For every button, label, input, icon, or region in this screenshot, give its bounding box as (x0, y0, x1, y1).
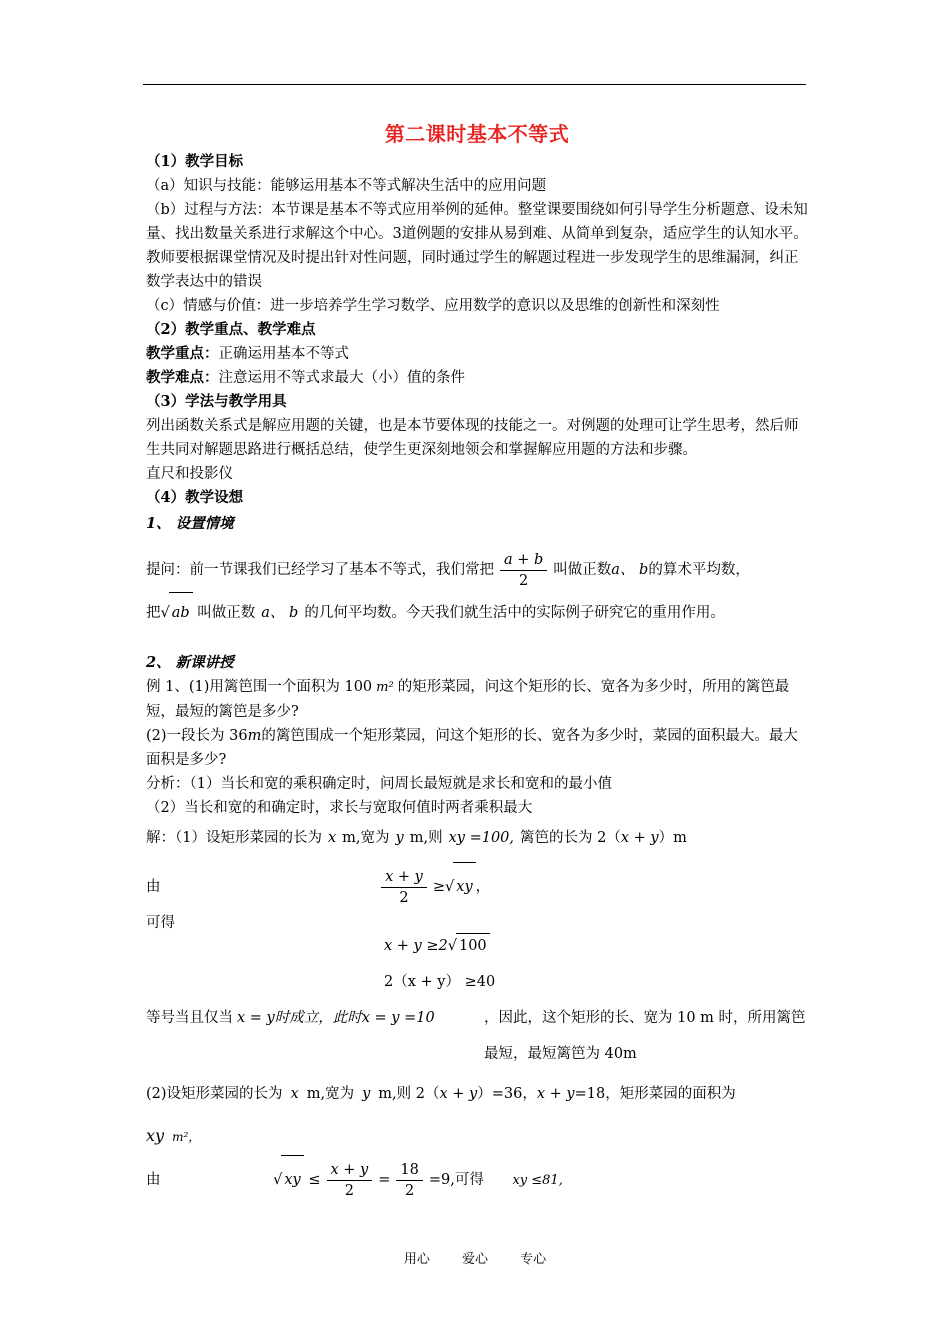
header-rule (143, 84, 806, 85)
sqrt-xy-2: xy (281, 1155, 303, 1204)
solution-text-3: m,则 (409, 830, 443, 846)
key-point-label: 教学重点： (146, 345, 219, 362)
part2-text-3: m,则 2（ (378, 1086, 440, 1102)
var-x-2: x (290, 1086, 299, 1102)
sqrt-ab: ab (169, 592, 193, 633)
var-ab-2: a、 b (261, 605, 299, 621)
part-2-line (146, 1076, 808, 1112)
expr-x-plus-y-3: x + y (536, 1086, 575, 1102)
derivation-line-1: 由 $\frac{x + y}{2}$ ≥√ xy ， (146, 862, 808, 911)
eq-9: =9,可得 (428, 1172, 484, 1188)
example-text-2: 的矩形菜园，问这个矩形的长、宽各为多少时，所用的篱笆最短，最短的篱笆是多少? (146, 679, 790, 720)
part2-text-4: ）=36， (477, 1086, 537, 1102)
objective-c: （c）情感与价值：进一步培养学生学习数学、应用数学的意识以及思维的创新性和深刻性 (146, 298, 720, 314)
solution-text-2: m,宽为 (342, 830, 390, 846)
expr-x-plus-y-2: x + y (439, 1086, 478, 1102)
equality-conclusion: ，因此，这个矩形的长、宽为 10 m 时，所用篱笆最短，最短篱笆为 40m (484, 1010, 806, 1062)
var-y-2: y (362, 1086, 371, 1102)
fraction-numerator-18: 18 (396, 1160, 422, 1181)
difficult-point (146, 366, 808, 390)
objective-a: （a）知识与技能：能够运用基本不等式解决生活中的应用问题 (146, 178, 547, 194)
difficult-point-text: 注意运用不等式求最大（小）值的条件 (218, 370, 465, 386)
var-ab: a、 b (611, 562, 649, 578)
page-footer (0, 1248, 950, 1267)
unit-meter: m (247, 728, 262, 744)
subheading-new-lesson: 2、 新课讲授 (146, 654, 234, 671)
symbol-ge: ≥ (432, 879, 446, 895)
question-text-1: 提问：前一节课我们已经学习了基本不等式，我们常把 (146, 562, 494, 578)
question-text-5: 叫做正数 (197, 605, 256, 621)
question-text-4: 把 (146, 605, 161, 621)
solution-text-1: 解：（1）设矩形菜园的长为 (146, 830, 322, 846)
label-kede: 可得 (146, 915, 175, 931)
solution-text-4: 篱笆的长为 2（ (520, 830, 621, 846)
mean-fraction-xy-2 (327, 1160, 373, 1201)
difficult-point-label: 教学难点： (146, 369, 219, 386)
page-title: 第二课时基本不等式 (384, 122, 570, 146)
part2-text-2: m,宽为 (306, 1086, 355, 1102)
fraction-numerator-xy-2: x + y (327, 1160, 373, 1181)
comma: ， (475, 879, 491, 895)
part2-text-5: =18，矩形菜园的面积为 (574, 1086, 736, 1102)
mean-fraction-xy (381, 867, 427, 908)
question-text-3: 的算术平均数， (648, 562, 750, 578)
example-1-part-1 (146, 675, 808, 724)
subheading-situation: 1、 设置情境 (146, 515, 234, 532)
solution-text-5: ）m (658, 830, 687, 846)
area-line (146, 1118, 808, 1155)
analysis-2: （2）当长和宽的和确定时，求长与宽取何值时两者乘积最大 (146, 800, 533, 816)
inequality-1: x + y ≥2√ 100 (146, 933, 808, 958)
final-derivation: 由 √ xy ≤ $\frac{x + y}{2}$ = $\frac{18}{2}$ =9,可得 xy ≤81, (146, 1155, 808, 1205)
example-text-1: 例 1、(1)用篱笆围一个面积为 100 (146, 679, 373, 695)
methods-text: 列出函数关系式是解应用题的关键，也是本节要体现的技能之一。对例题的处理可让学生思考，然后师生共同对解题思路进行概括总结，使学生更深刻地领会和掌握解应用题的方法和步骤。 (146, 418, 799, 458)
unit-square-meter: m² (376, 680, 394, 695)
ineq-xy-81: xy ≤81, (512, 1173, 563, 1188)
footer-word-2: 爱心 (461, 1252, 488, 1267)
eq-xy-100: xy =100, (448, 830, 515, 846)
symbol-le: ≤ (308, 1172, 321, 1188)
key-point-text: 正确运用基本不等式 (218, 346, 349, 362)
label-you-2: 由 (146, 1172, 161, 1188)
area-unit: m²， (172, 1130, 201, 1144)
fraction-denominator-xy-2: 2 (344, 1182, 354, 1199)
expr-x-plus-y: x + y (620, 830, 659, 846)
ineq-sum: x + y ≥2 (384, 938, 448, 954)
arith-mean-fraction (500, 550, 547, 591)
key-point (146, 342, 808, 366)
solution-line-1 (146, 820, 808, 856)
var-x: x (327, 830, 337, 846)
question-line-2: 把√ ab 叫做正数 a、 b 的几何平均数。今天我们就生活中的实际例子研究它的重用作用。 (146, 592, 808, 633)
example-text-4: 的篱笆围成一个矩形菜园，问这个矩形的长、宽各为多少时，菜园的面积最大。最大面积是多少? (146, 728, 798, 768)
heading-design: （4）教学设想 (146, 489, 244, 506)
part2-text-1: (2)设矩形菜园的长为 (146, 1086, 283, 1102)
sqrt-100: 100 (456, 933, 490, 958)
fraction-numerator-xy: x + y (381, 867, 427, 888)
analysis-1: 分析：（1）当长和宽的乘积确定时，问周长最短就是求长和宽和的最小值 (146, 776, 612, 792)
footer-word-1: 用心 (403, 1252, 430, 1267)
document-body (146, 120, 808, 1205)
objective-b: （b）过程与方法：本节课是基本不等式应用举例的延伸。整堂课要围绕如何引导学生分析题意、设未知量、找出数量关系进行求解这个中心。3道例题的安排从易到难、从简单到复杂，适应学生的认知水平。教师要根据课堂情况及时提出针对性问题，同时通过学生的解题过程进一步发现学生的思维漏洞，纠正数学表达中的错误 (146, 202, 808, 290)
fraction-denominator: 2 (519, 572, 529, 589)
fraction-denominator-2: 2 (405, 1182, 415, 1199)
heading-objectives: （1）教学目标 (146, 153, 244, 170)
fraction-numerator: a + b (500, 550, 547, 571)
question-line-1 (146, 548, 808, 592)
sqrt-xy: xy (453, 862, 475, 911)
footer-word-3: 专心 (520, 1252, 547, 1267)
derivation-line-2 (146, 911, 808, 935)
fraction-denominator-xy: 2 (399, 889, 409, 906)
question-text-6: 的几何平均数。今天我们就生活中的实际例子研究它的重用作用。 (304, 605, 725, 621)
label-you: 由 (146, 879, 161, 895)
heading-methods: （3）学法与教学用具 (146, 393, 287, 410)
inequality-2: 2（x + y） ≥40 (384, 974, 496, 990)
example-1-part-2 (146, 724, 808, 772)
example-text-3: (2)一段长为 36 (146, 728, 248, 744)
var-y: y (395, 830, 404, 846)
fraction-18-2 (396, 1160, 422, 1201)
area-expr: xy (146, 1126, 165, 1145)
question-text-2: 叫做正数 (553, 562, 612, 578)
equality-math: x = y时成立，此时x = y =10 (237, 1010, 435, 1026)
equality-text-1: 等号当且仅当 (146, 1010, 233, 1026)
teaching-tools: 直尺和投影仪 (146, 466, 233, 482)
heading-key-points: （2）教学重点、教学难点 (146, 321, 316, 338)
